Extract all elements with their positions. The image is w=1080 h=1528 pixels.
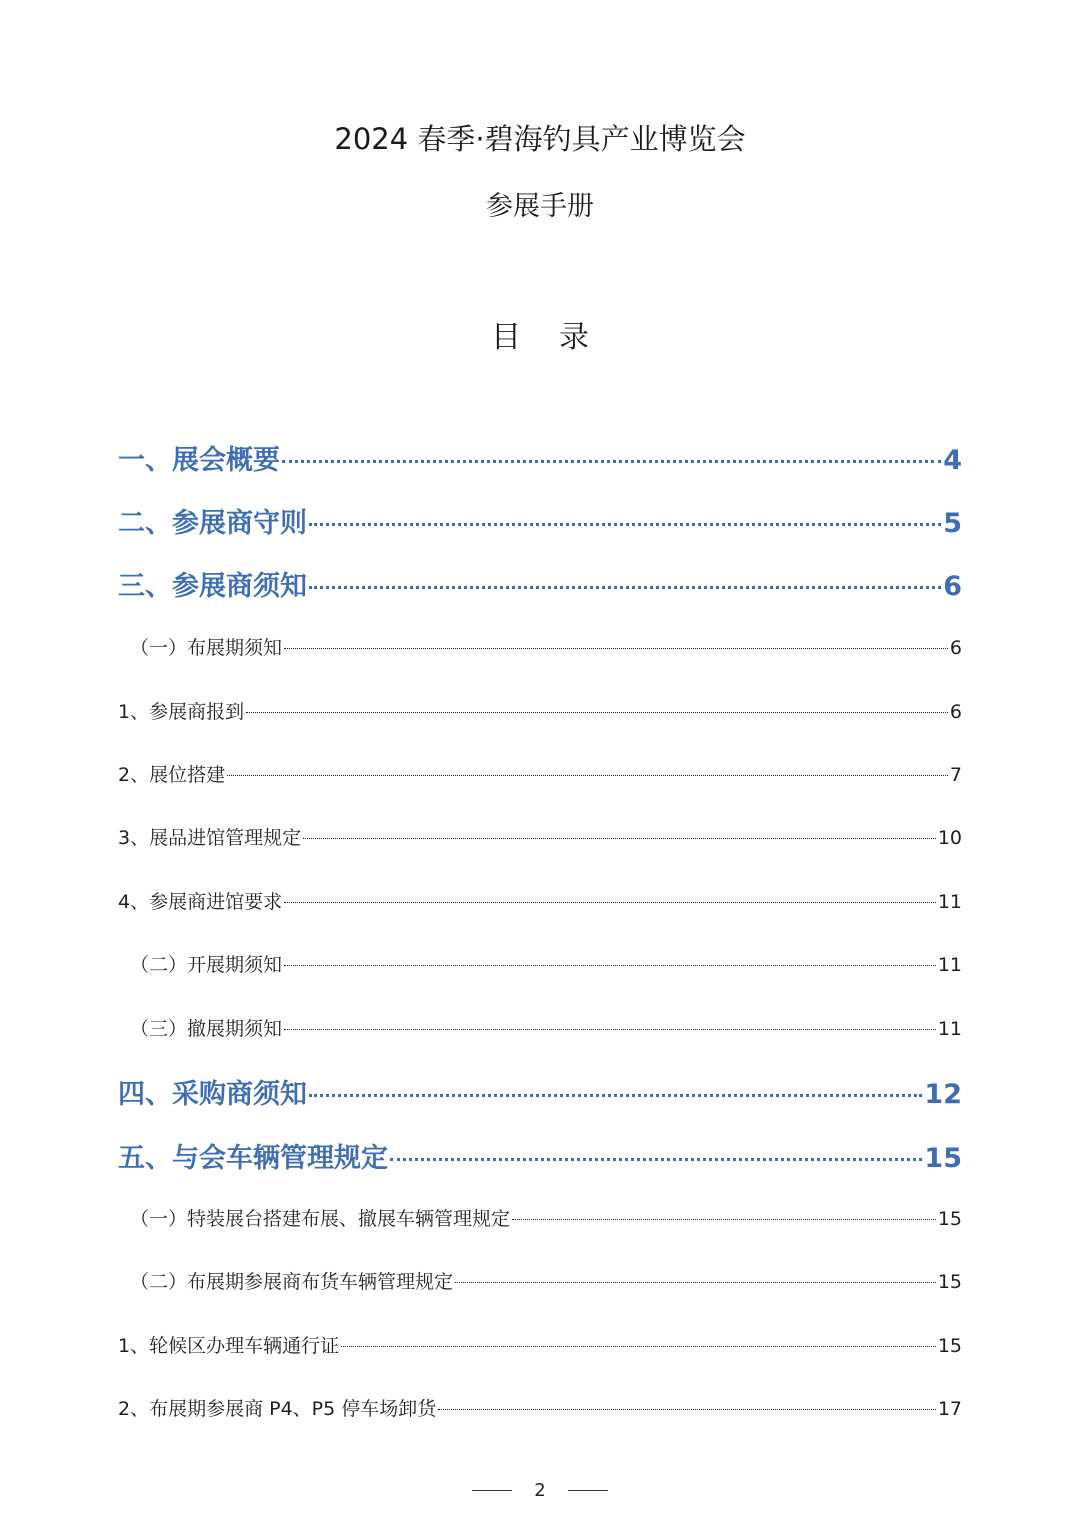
toc-entry-page: 11: [937, 1018, 962, 1040]
toc-entry-special-booth-vehicles[interactable]: [118, 1204, 962, 1231]
toc-entry-booth-construction[interactable]: [118, 760, 962, 787]
page-number: 2: [534, 1480, 546, 1501]
dot-leader: [284, 964, 936, 966]
dot-leader: [390, 1157, 922, 1161]
toc-entry-page: 5: [943, 508, 962, 539]
toc-entry-label: 一、展会概要: [118, 445, 280, 476]
toc-entry-page: 6: [943, 571, 962, 602]
dot-leader: [284, 901, 936, 903]
dot-leader: [341, 1345, 936, 1347]
toc-entry-teardown-period[interactable]: [118, 1014, 962, 1041]
toc-entry-label: 二、参展商守则: [118, 508, 307, 539]
toc-entry-label: 4、参展商进馆要求: [118, 891, 283, 913]
toc-entry-label: （一）布展期须知: [130, 637, 283, 659]
toc-entry-entry-requirements[interactable]: [118, 887, 962, 914]
toc-entry-label: 2、展位搭建: [118, 764, 226, 786]
toc-entry-label: 五、与会车辆管理规定: [118, 1143, 388, 1174]
footer-rule-right: [568, 1490, 608, 1491]
toc-entry-page: 12: [924, 1079, 962, 1110]
toc-entry-page: 15: [937, 1335, 962, 1357]
dot-leader: [512, 1218, 936, 1220]
dot-leader: [284, 647, 948, 649]
toc-entry-vehicle-rules[interactable]: [118, 1136, 962, 1175]
toc-entry-page: 17: [937, 1398, 962, 1420]
dot-leader: [282, 459, 941, 463]
dot-leader: [227, 774, 948, 776]
toc-entry-label: 1、参展商报到: [118, 701, 245, 723]
toc-entry-label: 3、展品进馆管理规定: [118, 827, 302, 849]
toc-entry-exhibitor-rules[interactable]: [118, 501, 962, 540]
toc-entry-page: 7: [949, 764, 962, 786]
toc-entry-label: （二）开展期须知: [130, 954, 283, 976]
toc-entry-page: 11: [937, 891, 962, 913]
toc-entry-label: （二）布展期参展商布货车辆管理规定: [130, 1271, 454, 1293]
toc-entry-setup-period[interactable]: [118, 633, 962, 660]
toc-entry-page: 15: [924, 1143, 962, 1174]
toc-entry-vehicle-pass[interactable]: [118, 1331, 962, 1358]
toc-entry-show-period[interactable]: [118, 950, 962, 977]
dot-leader: [455, 1281, 936, 1283]
toc-entry-exhibit-entry-rules[interactable]: [118, 823, 962, 850]
toc-entry-page: 15: [937, 1208, 962, 1230]
toc-entry-page: 6: [949, 701, 962, 723]
dot-leader: [309, 522, 941, 526]
dot-leader: [438, 1408, 936, 1410]
toc-entry-page: 11: [937, 954, 962, 976]
toc-entry-cargo-vehicles[interactable]: [118, 1267, 962, 1294]
dot-leader: [246, 711, 948, 713]
doc-subtitle: 参展手册: [486, 191, 594, 222]
toc-entry-label: （三）撤展期须知: [130, 1018, 283, 1040]
toc-entry-label: 2、布展期参展商 P4、P5 停车场卸货: [118, 1398, 437, 1420]
dot-leader: [303, 837, 936, 839]
toc-entry-label: 1、轮候区办理车辆通行证: [118, 1335, 340, 1357]
doc-title: 2024 春季·碧海钓具产业博览会: [334, 122, 746, 156]
toc-entry-page: 10: [937, 827, 962, 849]
toc-heading: 目录: [491, 320, 627, 355]
page-footer: [0, 1480, 1080, 1501]
toc-entry-label: 三、参展商须知: [118, 571, 307, 602]
toc-entry-page: 6: [949, 637, 962, 659]
toc-entry-exhibitor-notice[interactable]: [118, 564, 962, 603]
toc-entry-page: 4: [943, 445, 962, 476]
toc-entry-registration[interactable]: [118, 697, 962, 724]
dot-leader: [309, 585, 941, 589]
toc-entry-buyer-notice[interactable]: [118, 1072, 962, 1111]
dot-leader: [309, 1093, 922, 1097]
toc-entry-label: （一）特装展台搭建布展、撤展车辆管理规定: [130, 1208, 511, 1230]
toc-entry-label: 四、采购商须知: [118, 1079, 307, 1110]
toc-entry-overview[interactable]: [118, 438, 962, 477]
toc-entry-parking-unloading[interactable]: [118, 1394, 962, 1421]
footer-rule-left: [472, 1490, 512, 1491]
toc-entry-page: 15: [937, 1271, 962, 1293]
dot-leader: [284, 1028, 936, 1030]
